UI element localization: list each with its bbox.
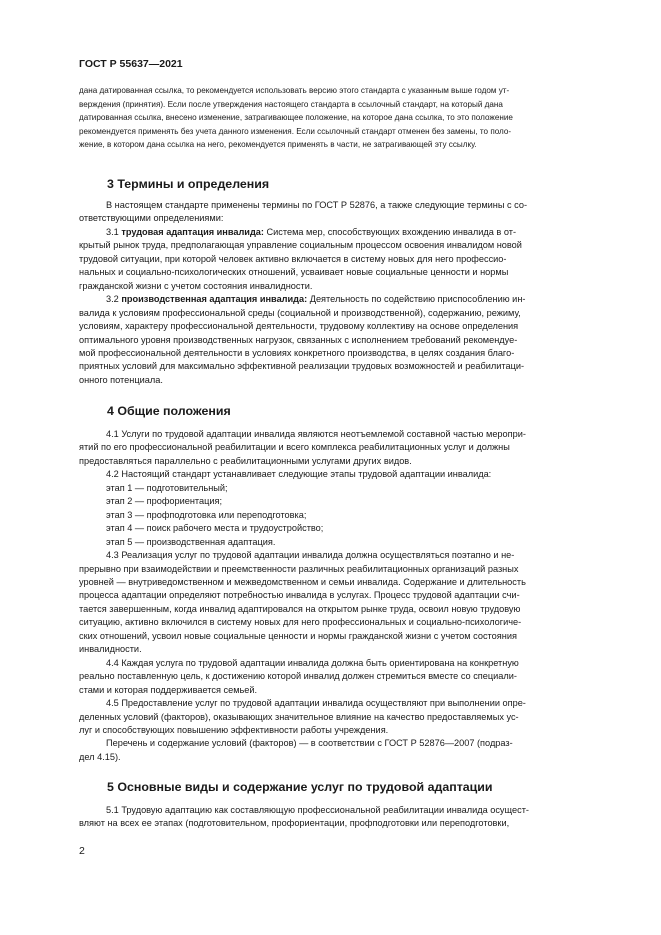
section-5-heading: 5 Основные виды и содержание услуг по трудовой адаптации bbox=[107, 780, 493, 794]
document-id: ГОСТ Р 55637—2021 bbox=[79, 58, 183, 70]
term-3-1-number: 3.1 bbox=[106, 226, 119, 237]
section-3-heading: 3 Термины и определения bbox=[107, 177, 270, 191]
term-3-1-line: нальных и социально-психологических отношений, усваивает новые социальные ценности и нормы bbox=[79, 267, 509, 278]
term-3-1-first-line bbox=[79, 226, 593, 239]
term-3-2-first-line bbox=[79, 293, 593, 306]
term-3-1-line: трудовой ситуации, при которой человек активно включается в систему новых для него профессио- bbox=[79, 253, 507, 264]
term-3-1-title: трудовая адаптация инвалида: bbox=[121, 226, 264, 237]
stage-item: этап 4 — поиск рабочего места и трудоустройство; bbox=[106, 523, 324, 534]
term-3-2-line: оптимального уровня производственных нагрузок, связанных с исполнением требований рекомендуе- bbox=[79, 334, 518, 345]
stage-item: этап 1 — подготовительный; bbox=[106, 482, 228, 493]
intro-line: верждения (принятия). Если после утверждения настоящего стандарта в ссылочный стандарт, на который дана bbox=[79, 99, 503, 109]
stage-item: этап 2 — профориентация; bbox=[106, 496, 223, 507]
term-3-2-line: мой профессиональной деятельности в условиях конкретного производства, в целях создания благо- bbox=[79, 347, 515, 358]
term-3-2-number: 3.2 bbox=[106, 294, 119, 305]
p-4-3-line: инвалидности. bbox=[79, 644, 142, 655]
p-4-3-line: уровней — внутриведомственном и межведомственном и семьи инвалида. Содержание и длительность bbox=[79, 576, 526, 587]
stage-item: этап 3 — профподготовка или переподготовка; bbox=[106, 509, 307, 520]
section-5-body bbox=[79, 804, 593, 831]
page-number: 2 bbox=[79, 845, 85, 857]
term-3-1-line: крытый рынок труда, предполагающая управление социальным процессом освоения инвалидом новой bbox=[79, 240, 522, 251]
p-4-4-line: 4.4 Каждая услуга по трудовой адаптации инвалида должна быть ориентирована на конкретную bbox=[106, 657, 519, 668]
intro-line: рекомендуется применять без учета данного изменения. Если ссылочный стандарт отменен без замены, то поло- bbox=[79, 126, 512, 136]
p-4-6-line: дел 4.15). bbox=[79, 751, 121, 762]
intro-line: дана датированная ссылка, то рекомендуется использовать версию этого стандарта с указанным выше годом ут- bbox=[79, 86, 510, 95]
p-4-3-line: 4.3 Реализация услуг по трудовой адаптации инвалида должна осуществляться поэтапно и не- bbox=[106, 550, 515, 561]
term-3-1-definition-start: Система мер, способствующих вхождению инвалида в от- bbox=[263, 226, 517, 237]
term-3-2-title: производственная адаптация инвалида: bbox=[121, 294, 308, 305]
p-4-3-line: тается завершенным, когда инвалид адаптировался на открытом рынке труда, освоил новую трудовую bbox=[79, 603, 521, 614]
term-3-2-line: онного потенциала. bbox=[79, 374, 163, 385]
p-4-3-line: ских отношений, усвоил новые социальные ценности и нормы гражданской жизни с учетом состояния bbox=[79, 630, 517, 641]
section-3-intro-line: ответствующими определениями: bbox=[79, 213, 224, 224]
p-4-4-line: стами и которая поддерживается семьей. bbox=[79, 684, 258, 695]
p-5-1-line: вляют на всех ее этапах (подготовительном, профориентации, профподготовки или переподготовки, bbox=[79, 818, 510, 829]
p-4-3-line: ситуацию, активно включился в систему новых для него профессиональных и социально-психологиче- bbox=[79, 617, 522, 628]
stage-item: этап 5 — производственная адаптация. bbox=[106, 536, 276, 547]
p-4-6-line: Перечень и содержание условий (факторов) — в соответствии с ГОСТ Р 52876—2007 (подраз- bbox=[106, 738, 513, 749]
term-3-2-line: условиям, характеру профессиональной деятельности, трудовому коллективу на основе определения bbox=[79, 321, 519, 332]
section-3-body bbox=[79, 199, 593, 387]
p-4-4-line: реально поставленную цель, к достижению которой инвалид должен стремиться вместе со специали- bbox=[79, 671, 517, 682]
p-4-3-line: прерывно при взаимодействии и преемственности различных реабилитационных организаций разных bbox=[79, 563, 519, 574]
p-4-5-line: луг и способствующих повышению эффективности работы учреждения. bbox=[79, 724, 389, 735]
term-3-2-definition-start: Деятельность по содействию приспособлению ин- bbox=[307, 294, 526, 305]
section-4-heading: 4 Общие положения bbox=[107, 404, 231, 418]
p-4-1-line: ятий по его профессиональной реабилитации и всего комплекса реабилитационных услуг и должны bbox=[79, 442, 510, 453]
p-4-2-line: 4.2 Настоящий стандарт устанавливает следующие этапы трудовой адаптации инвалида: bbox=[106, 469, 492, 480]
p-4-1-line: предоставляться параллельно с реабилитационными услугами других видов. bbox=[79, 455, 412, 466]
term-3-1-line: гражданской жизни с учетом состояния инвалидности. bbox=[79, 280, 313, 291]
intro-line: датированная ссылка, внесено изменение, затрагивающее положение, на которое дана ссылка, то это положение bbox=[79, 113, 513, 122]
intro-paragraph bbox=[79, 84, 593, 152]
intro-line: жение, в котором дана ссылка на него, рекомендуется применять в части, не затрагивающей эту ссылку. bbox=[79, 140, 477, 149]
term-3-2-line: валида к условиям профессиональной среды (социальной и производственной), содержанию, режиму, bbox=[79, 307, 521, 318]
p-4-1-line: 4.1 Услуги по трудовой адаптации инвалида являются неотъемлемой составной частью меропри- bbox=[106, 429, 526, 439]
p-5-1-line: 5.1 Трудовую адаптацию как составляющую профессиональной реабилитации инвалида осущест- bbox=[106, 805, 529, 815]
p-4-5-line: деленных условий (факторов), оказывающих значительное влияние на качество предоставляемых ус- bbox=[79, 711, 519, 722]
p-4-5-line: 4.5 Предоставление услуг по трудовой адаптации инвалида осуществляют при выполнении опре- bbox=[106, 698, 526, 709]
section-4-body bbox=[79, 428, 593, 764]
p-4-3-line: процесса адаптации определяют потребностью инвалида в услугах. Процесс трудовой адаптации счи- bbox=[79, 590, 520, 601]
section-3-intro-line: В настоящем стандарте применены термины по ГОСТ Р 52876, а также следующие термины с со- bbox=[106, 200, 528, 210]
term-3-2-line: приятных условий для максимально эффективной реализации трудовых возможностей и реабилитаци- bbox=[79, 361, 525, 372]
